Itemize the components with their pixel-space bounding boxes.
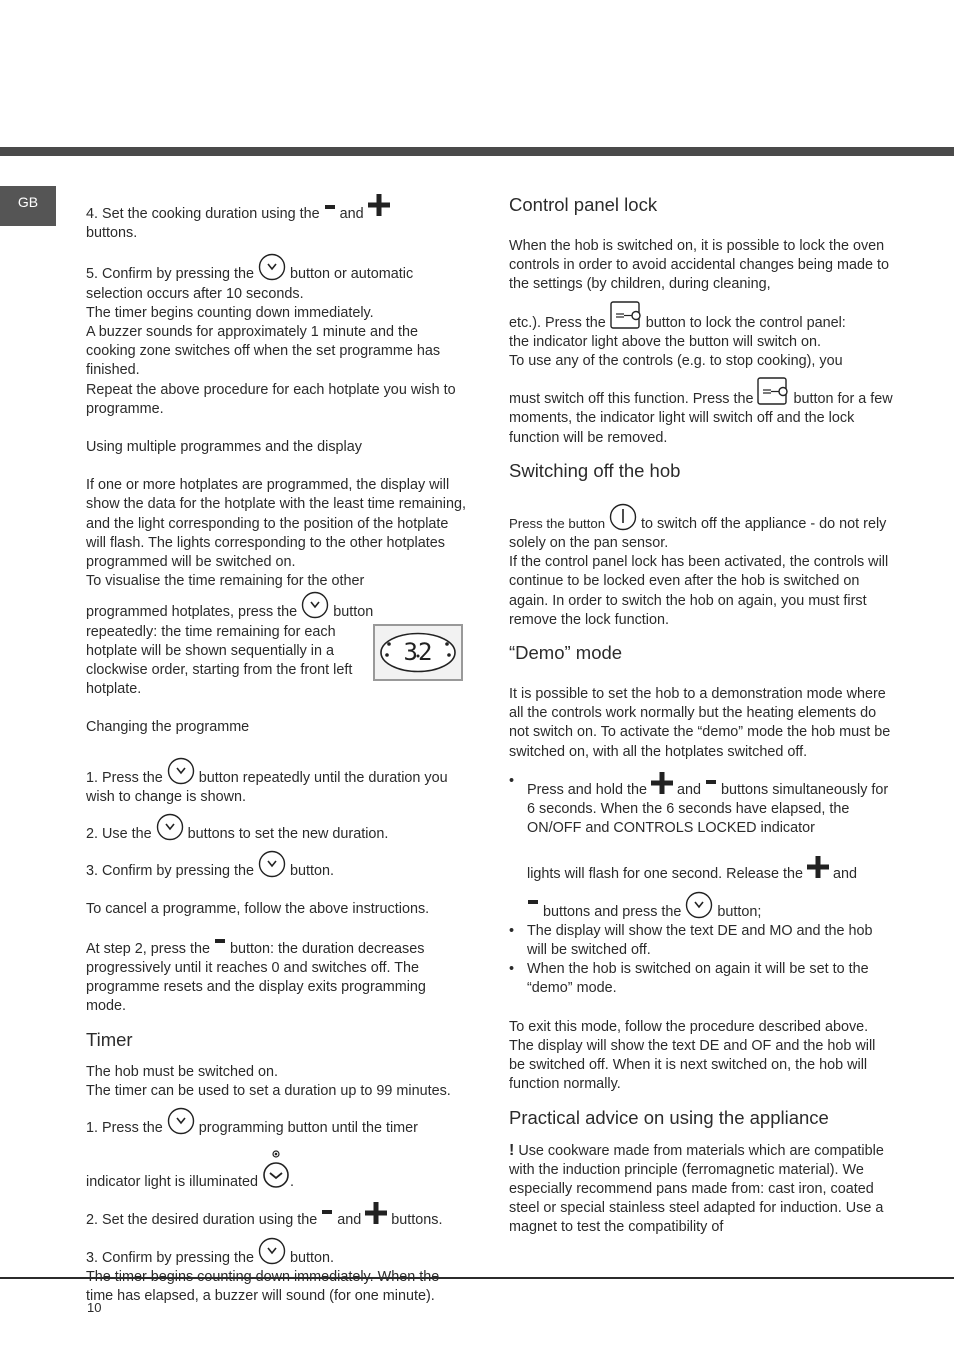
- plus-button-icon: [807, 856, 829, 878]
- language-tab: GB: [0, 186, 56, 226]
- switch-off-press-text: Press the button to switch off the appliance - do not rely solely on the pan sensor.: [509, 503, 894, 553]
- buzzer-text: A buzzer sounds for approximately 1 minute and the cooking zone switches off when the set programme has finished.: [86, 324, 441, 379]
- minus-button-icon: [324, 205, 336, 221]
- select-button-icon: [685, 891, 713, 919]
- display-readout: 32: [403, 638, 433, 666]
- change-step-3: 3. Confirm by pressing the button.: [86, 850, 466, 881]
- list-item: • When the hob is switched on again it will be set to the “demo” mode.: [509, 960, 894, 998]
- minus-button-icon: [527, 900, 539, 910]
- multiple-programmes-heading: Using multiple programmes and the display: [86, 439, 362, 456]
- timer-begins-text: The timer begins counting down immediately.: [86, 304, 374, 321]
- left-column: [86, 188, 466, 1306]
- footer-rule: [0, 1277, 954, 1279]
- list-item: • The display will show the text DE and MO and the hob will be switched off.: [509, 922, 894, 960]
- hob-display-illustration: [373, 624, 463, 681]
- repeat-text: Repeat the above procedure for each hotplate you wish to programme.: [86, 381, 456, 417]
- practical-advice-heading: Practical advice on using the appliance: [509, 1106, 829, 1128]
- right-column: [509, 188, 894, 1238]
- select-button-icon: [167, 757, 195, 785]
- change-step-1: 1. Press the button repeatedly until the duration you wish to change is shown.: [86, 757, 466, 807]
- timer-step-2: 2. Set the desired duration using the and buttons.: [86, 1202, 466, 1230]
- timer-step-3: 3. Confirm by pressing the button.: [86, 1237, 466, 1268]
- demo-exit-text: To exit this mode, follow the procedure described above. The display will show the text DE and OF and the hob will be switched off. When it is next switched on, the hob will function normally.: [509, 1018, 876, 1093]
- visualise-text: To visualise the time remaining for the other programmed hotplates, press the button repeatedly: the time remaining for each hotplate will be shown sequentially in a clockwise order, starting from the front left hotplate.: [86, 573, 374, 698]
- select-button-icon: [156, 813, 184, 841]
- select-button-icon: [258, 850, 286, 878]
- demo-steps-list: [509, 772, 894, 999]
- demo-mode-heading: “Demo” mode: [509, 642, 623, 664]
- switching-off-heading: Switching off the hob: [509, 459, 681, 481]
- lock-button-icon: [757, 377, 789, 405]
- header-bar: [0, 147, 954, 156]
- lock-intro-text: When the hob is switched on, it is possible to lock the oven controls in order to avoid accidental changes being made to the settings (by children, during cleaning,: [509, 238, 889, 293]
- demo-intro-text: It is possible to set the hob to a demonstration mode where all the controls work normally but the heating elements do not switch on. To activate the “demo” mode the hob must be switched on, with all the hotplates switched off.: [509, 686, 891, 760]
- timer-end-text: time has elapsed, a buzzer will sound (for one minute).: [86, 1287, 435, 1304]
- advice-text: ! Use cookware made from materials which are compatible with the induction principle (ferromagnetic material). We especially recommend pans made from: cast iron, coated steel or special stainless steel adapted for induction. Use a magnet to test the compatibility of: [509, 1141, 884, 1236]
- control-panel-lock-heading: Control panel lock: [509, 194, 658, 215]
- lock-switch-text: must switch off this function. Press the button for a few moments, the indicator light will switch off and the lock function will be removed.: [509, 377, 894, 448]
- step-2-text: At step 2, press the button: the duration decreases progressively until it reaches 0 and switches off. The programme resets and the display exits programming mode.: [86, 940, 426, 1015]
- warning-mark: !: [509, 1141, 515, 1159]
- change-step-2: 2. Use the buttons to set the new duration.: [86, 813, 466, 844]
- timer-on-text: The hob must be switched on.: [86, 1063, 278, 1080]
- lock-use-text: To use any of the controls (e.g. to stop cooking), you: [509, 353, 843, 370]
- plus-button-icon: [365, 1202, 387, 1224]
- step-4: 4. Set the cooking duration using the and buttons.: [86, 194, 466, 243]
- switch-off-lock-text: If the control panel lock has been activated, the controls will continue to be locked even after the hob is switched on again. In order to switch the hob on again, you must first remove the lock function.: [509, 554, 889, 628]
- select-button-icon: [258, 1237, 286, 1265]
- changing-programme-heading: Changing the programme: [86, 719, 250, 736]
- timer-heading: Timer: [86, 1028, 133, 1050]
- plus-button-icon: [651, 772, 673, 794]
- timer-step-1: 1. Press the programming button until the timer: [86, 1107, 466, 1138]
- multiple-programmes-text: If one or more hotplates are programmed, the display will show the data for the hotplate with the least time remaining, and the light corresponding to the position of the hotplate will flash. The lights corresponding to the other hotplates programmed will be switched on.: [86, 477, 466, 571]
- select-button-icon: [167, 1107, 195, 1135]
- minus-button-icon: [705, 780, 717, 790]
- select-button-icon: [301, 591, 329, 619]
- plus-button-icon: [368, 194, 390, 216]
- step-5: 5. Confirm by pressing the button or automatic selection occurs after 10 seconds.: [86, 253, 466, 303]
- lock-button-icon: [610, 301, 642, 329]
- select-button-icon: [258, 253, 286, 281]
- power-button-icon: [609, 503, 637, 531]
- cancel-text: To cancel a programme, follow the above instructions.: [86, 901, 430, 918]
- list-item: • Press and hold the and buttons simultaneously for 6 seconds. When the 6 seconds have elapsed, the ON/OFF and CONTROLS LOCKED indicator lights will flash for one second. Release the and buttons and press the button;: [509, 772, 894, 922]
- minus-button-icon: [321, 1210, 333, 1220]
- page-number: 10: [87, 1300, 102, 1315]
- lock-press-text: etc.). Press the button to lock the control panel:: [509, 301, 894, 333]
- timer-indicator-icon: [262, 1150, 290, 1190]
- timer-step-1-line2: indicator light is illuminated .: [86, 1150, 466, 1192]
- timer-duration-text: The timer can be used to set a duration up to 99 minutes.: [86, 1082, 451, 1099]
- lock-indicator-text: the indicator light above the button will switch on.: [509, 333, 821, 350]
- minus-button-icon: [214, 939, 226, 949]
